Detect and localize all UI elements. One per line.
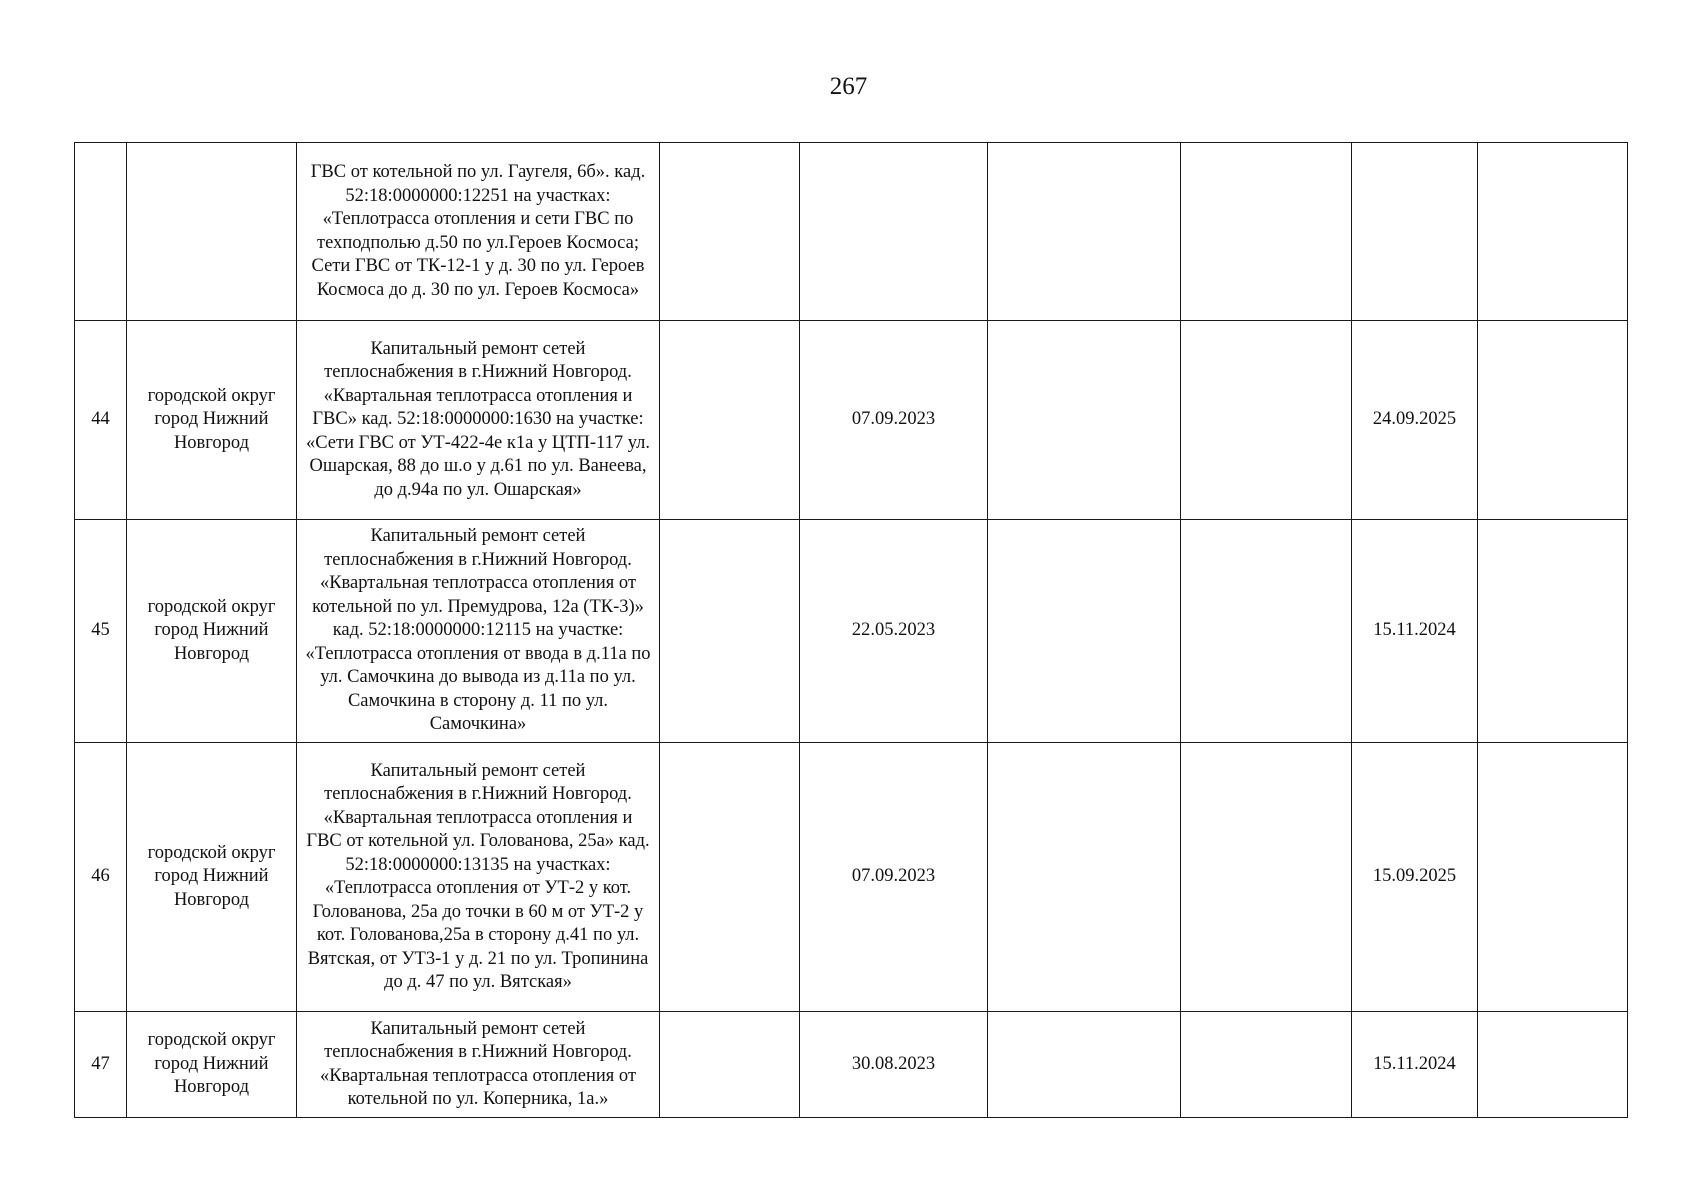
- empty-cell: [1478, 143, 1628, 321]
- end-date-cell: 15.09.2025: [1352, 743, 1478, 1012]
- table-row: [75, 143, 1628, 321]
- region-cell: [127, 143, 297, 321]
- row-number: 46: [75, 743, 127, 1012]
- description-text: Капитальный ремонт сетей теплоснабжения в г.Нижний Новгород. «Квартальная теплотрасса отопления и ГВС» кад. 52:18:0000000:1630 на участке: «Сети ГВС от УТ-422-4е к1а у ЦТП-117 ул. Ошарская, 88 до ш.о у д.61 по ул. Ванеева, до д.94а по ул. Ошарская»: [305, 338, 651, 500]
- empty-cell: [1181, 1012, 1352, 1118]
- end-date-cell: 15.11.2024: [1352, 1012, 1478, 1118]
- empty-cell: [660, 520, 800, 743]
- table-row: [75, 1012, 1628, 1118]
- description-cell: [297, 743, 660, 1012]
- empty-cell: [660, 1012, 800, 1118]
- empty-cell: [988, 743, 1181, 1012]
- empty-cell: [1478, 520, 1628, 743]
- end-date-cell: 15.11.2024: [1352, 520, 1478, 743]
- row-number: 44: [75, 321, 127, 520]
- start-date-cell: [800, 143, 988, 321]
- table-row: [75, 520, 1628, 743]
- region-cell: городской округ город Нижний Новгород: [127, 1012, 297, 1118]
- empty-cell: [1181, 743, 1352, 1012]
- empty-cell: [660, 143, 800, 321]
- description-text: ГВС от котельной по ул. Гаугеля, 6б». кад. 52:18:0000000:12251 на участках: «Теплотрасса отопления и сети ГВС по техподполью д.50 по ул.Героев Космоса; Сети ГВС от ТК-12-1 у д. 30 по ул. Героев Космоса до д. 30 по ул. Героев Космоса»: [310, 162, 646, 300]
- empty-cell: [988, 1012, 1181, 1118]
- empty-cell: [988, 143, 1181, 321]
- start-date-cell: 22.05.2023: [800, 520, 988, 743]
- end-date-cell: 24.09.2025: [1352, 321, 1478, 520]
- empty-cell: [660, 321, 800, 520]
- empty-cell: [1478, 743, 1628, 1012]
- region-cell: городской округ город Нижний Новгород: [127, 520, 297, 743]
- table-row: [75, 743, 1628, 1012]
- region-cell: городской округ город Нижний Новгород: [127, 321, 297, 520]
- table-row: [75, 321, 1628, 520]
- row-number: [75, 143, 127, 321]
- description-text: Капитальный ремонт сетей теплоснабжения в г.Нижний Новгород. «Квартальная теплотрасса отопления и ГВС от котельной ул. Голованова, 25а» кад. 52:18:0000000:13135 на участках: «Теплотрасса отопления от УТ-2 у кот. Голованова, 25а до точки в 60 м от УТ-2 у кот. Голованова,25а в сторону д.41 по ул. Вятская, от УТ3-1 у д. 21 по ул. Тропинина до д. 47 по ул. Вятская»: [306, 760, 650, 992]
- empty-cell: [1181, 321, 1352, 520]
- row-number: 47: [75, 1012, 127, 1118]
- empty-cell: [1181, 143, 1352, 321]
- description-text: Капитальный ремонт сетей теплоснабжения в г.Нижний Новгород. «Квартальная теплотрасса отопления от котельной по ул. Премудрова, 12а (ТК-3)» кад. 52:18:0000000:12115 на участке: «Теплотрасса отопления от ввода в д.11а по ул. Самочкина до вывода из д.11а по ул. Самочкина в сторону д. 11 по ул. Самочкина»: [305, 526, 651, 735]
- empty-cell: [988, 321, 1181, 520]
- start-date-cell: 07.09.2023: [800, 743, 988, 1012]
- empty-cell: [1478, 321, 1628, 520]
- page-number: 267: [829, 73, 868, 100]
- description-cell: [297, 520, 660, 743]
- empty-cell: [988, 520, 1181, 743]
- description-cell: [297, 321, 660, 520]
- description-text: Капитальный ремонт сетей теплоснабжения в г.Нижний Новгород. «Квартальная теплотрасса отопления от котельной по ул. Коперника, 1а.»: [319, 1018, 637, 1109]
- region-cell: городской округ город Нижний Новгород: [127, 743, 297, 1012]
- row-number: 45: [75, 520, 127, 743]
- end-date-cell: [1352, 143, 1478, 321]
- empty-cell: [1181, 520, 1352, 743]
- start-date-cell: 30.08.2023: [800, 1012, 988, 1118]
- empty-cell: [660, 743, 800, 1012]
- description-cell: [297, 143, 660, 321]
- start-date-cell: 07.09.2023: [800, 321, 988, 520]
- empty-cell: [1478, 1012, 1628, 1118]
- works-table: [74, 142, 1628, 1118]
- description-cell: [297, 1012, 660, 1118]
